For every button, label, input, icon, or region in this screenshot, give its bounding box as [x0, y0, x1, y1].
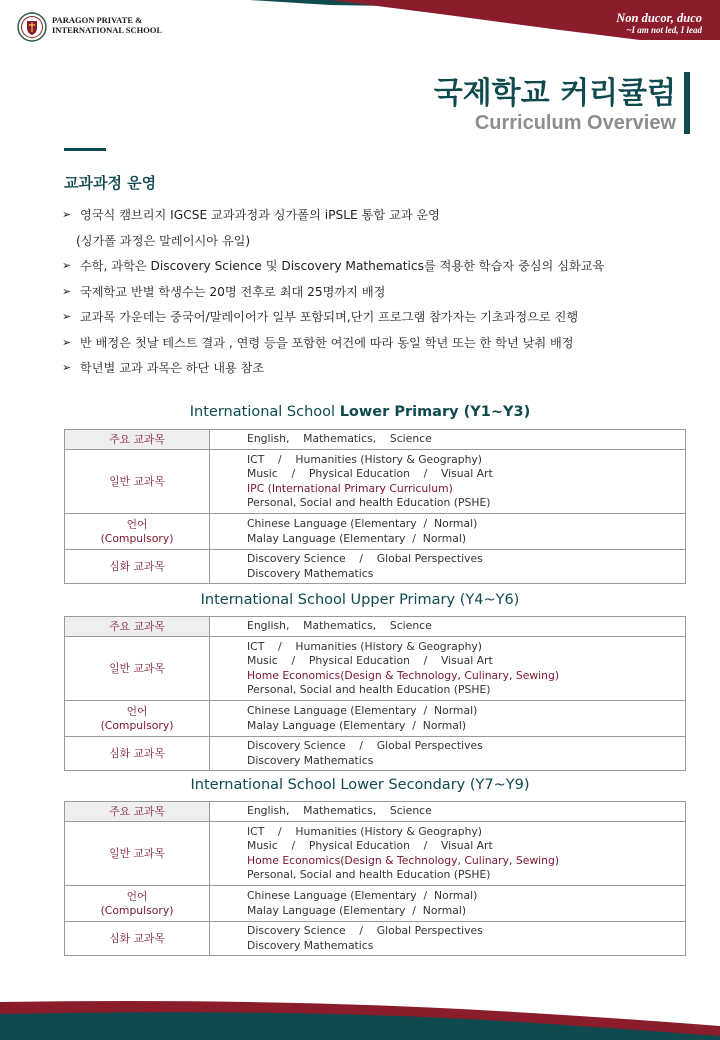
subjects-cell — [210, 550, 686, 584]
subject-line: ICT / Humanities (History & Geography) — [247, 639, 483, 653]
subject-line: Malay Language (Elementary / Normal) — [247, 718, 467, 732]
subject-line: English, Mathematics, Science — [247, 804, 432, 818]
table-row-main — [65, 430, 686, 450]
category-cell: 일반 교과목 — [65, 637, 210, 701]
subject-line: Music / Physical Education / Visual Art — [247, 654, 493, 668]
subjects-cell — [210, 514, 686, 550]
table-row-language — [65, 701, 686, 737]
subject-line: Discovery Science / Global Perspectives — [247, 739, 483, 753]
schedule-title-text: International School Lower Secondary (Y7~Y9) — [190, 777, 530, 793]
bullet-item — [62, 359, 702, 385]
subject-line-highlight: Home Economics(Design & Technology, Culinary, Sewing) — [247, 668, 560, 682]
subjects-cell — [210, 617, 686, 637]
subject-line: Discovery Science / Global Perspectives — [247, 924, 483, 938]
motto-latin: Non ducor, duco — [616, 11, 702, 25]
arrow-bullet-icon: ➢ — [62, 310, 72, 323]
subject-line: Music / Physical Education / Visual Art — [247, 839, 493, 853]
table-row-main — [65, 617, 686, 637]
subjects-cell — [210, 922, 686, 956]
subject-line-highlight: IPC (International Primary Curriculum) — [247, 481, 453, 495]
school-name-line2: INTERNATIONAL SCHOOL — [52, 25, 163, 35]
category-cell: 심화 교과목 — [65, 922, 210, 956]
category-cell: 심화 교과목 — [65, 550, 210, 584]
schedule-title-bold: Lower Primary (Y1~Y3) — [339, 404, 531, 420]
motto — [616, 11, 702, 36]
schedule-title — [0, 592, 720, 608]
table-row-general — [65, 822, 686, 886]
subject-line: Chinese Language (Elementary / Normal) — [247, 517, 478, 531]
arrow-bullet-icon: ➢ — [62, 361, 72, 374]
subject-line: English, Mathematics, Science — [247, 432, 432, 446]
bullet-text: 교과목 가운데는 중국어/말레이어가 일부 포함되며,단기 프로그램 참가자는 기초과정으로 진행 — [80, 310, 579, 324]
schedule-table — [64, 429, 686, 584]
subject-line: ICT / Humanities (History & Geography) — [247, 824, 483, 838]
subject-line: Malay Language (Elementary / Normal) — [247, 531, 467, 545]
table-row-language — [65, 886, 686, 922]
subjects-cell — [210, 450, 686, 514]
subject-line: Personal, Social and health Education (PSHE) — [247, 495, 491, 509]
subject-line: Personal, Social and health Education (PSHE) — [247, 867, 491, 881]
subject-line: ICT / Humanities (History & Geography) — [247, 452, 483, 466]
subject-line: Malay Language (Elementary / Normal) — [247, 903, 467, 917]
arrow-bullet-icon: ➢ — [62, 259, 72, 272]
bullet-item — [62, 206, 702, 232]
section-heading: 교과과정 운영 — [64, 174, 157, 192]
schedule-table — [64, 801, 686, 956]
subjects-cell — [210, 701, 686, 737]
subjects-cell — [210, 822, 686, 886]
title-accent-bar — [684, 72, 690, 134]
category-cell: 주요 교과목 — [65, 430, 210, 450]
bullet-text: 학년별 교과 과목은 하단 내용 참조 — [80, 361, 265, 375]
table-row-general — [65, 637, 686, 701]
curriculum-bullet-list — [62, 206, 702, 385]
subject-line: Music / Physical Education / Visual Art — [247, 467, 493, 481]
bullet-item — [62, 334, 702, 360]
arrow-bullet-icon: ➢ — [62, 335, 72, 349]
school-name-line1: PARAGON PRIVATE & — [52, 15, 143, 25]
page-title-korean: 국제학교 커리큘럼 — [433, 76, 676, 111]
arrow-bullet-icon: ➢ — [62, 208, 72, 221]
section-accent-line — [64, 148, 106, 151]
bottom-decorative-band — [0, 992, 720, 1040]
table-row-main — [65, 802, 686, 822]
category-cell: 언어 (Compulsory) — [65, 886, 210, 922]
bullet-text: 국제학교 반별 학생수는 20명 전후로 최대 25명까지 배정 — [80, 284, 386, 299]
category-cell: 언어 (Compulsory) — [65, 514, 210, 550]
bullet-item — [62, 257, 702, 283]
subject-line: Discovery Mathematics — [247, 938, 374, 952]
subject-line: English, Mathematics, Science — [247, 619, 432, 633]
schedule-title — [0, 404, 720, 420]
motto-translation: ~I am not led, I lead — [626, 25, 702, 35]
schedule-table — [64, 616, 686, 771]
category-cell: 심화 교과목 — [65, 737, 210, 771]
bullet-text: 영국식 캠브리지 IGCSE 교과과정과 싱가폴의 iPSLE 통합 교과 운영 — [80, 208, 440, 222]
category-cell: 언어 (Compulsory) — [65, 701, 210, 737]
subject-line: Discovery Science / Global Perspectives — [247, 552, 483, 566]
bullet-text: 수학, 과학은 Discovery Science 및 Discovery Mathematics를 적용한 학습자 중심의 심화교육 — [80, 259, 605, 273]
subjects-cell — [210, 430, 686, 450]
arrow-bullet-icon: ➢ — [62, 284, 72, 298]
subject-line: Discovery Mathematics — [247, 753, 374, 767]
category-cell: 주요 교과목 — [65, 802, 210, 822]
bullet-item — [62, 308, 702, 334]
schedule-title-text: International School Upper Primary (Y4~Y6) — [200, 592, 520, 608]
subjects-cell — [210, 802, 686, 822]
table-row-advanced — [65, 550, 686, 584]
subject-line: Personal, Social and health Education (PSHE) — [247, 682, 491, 696]
subject-line: Chinese Language (Elementary / Normal) — [247, 889, 478, 903]
subject-line: Chinese Language (Elementary / Normal) — [247, 704, 478, 718]
category-cell: 일반 교과목 — [65, 450, 210, 514]
subject-line: Discovery Mathematics — [247, 566, 374, 580]
table-row-language — [65, 514, 686, 550]
table-row-advanced — [65, 922, 686, 956]
schedule-title-text: International School — [189, 404, 340, 420]
subjects-cell — [210, 886, 686, 922]
subjects-cell — [210, 737, 686, 771]
bullet-continuation — [62, 232, 702, 258]
schedule-title — [0, 777, 720, 793]
school-crest-logo — [17, 12, 47, 42]
subject-line-highlight: Home Economics(Design & Technology, Culinary, Sewing) — [247, 853, 560, 867]
table-row-advanced — [65, 737, 686, 771]
table-row-general — [65, 450, 686, 514]
school-name — [52, 15, 162, 35]
page-title-english: Curriculum Overview — [474, 112, 676, 134]
subjects-cell — [210, 637, 686, 701]
bullet-text: 반 배정은 첫날 테스트 결과 , 연령 등을 포함한 여건에 따라 동일 학년 또는 한 학년 낮춰 배정 — [80, 335, 574, 350]
bullet-item — [62, 283, 702, 309]
category-cell: 주요 교과목 — [65, 617, 210, 637]
bullet-text: (싱가폴 과정은 말레이시아 유일) — [76, 233, 251, 248]
category-cell: 일반 교과목 — [65, 822, 210, 886]
